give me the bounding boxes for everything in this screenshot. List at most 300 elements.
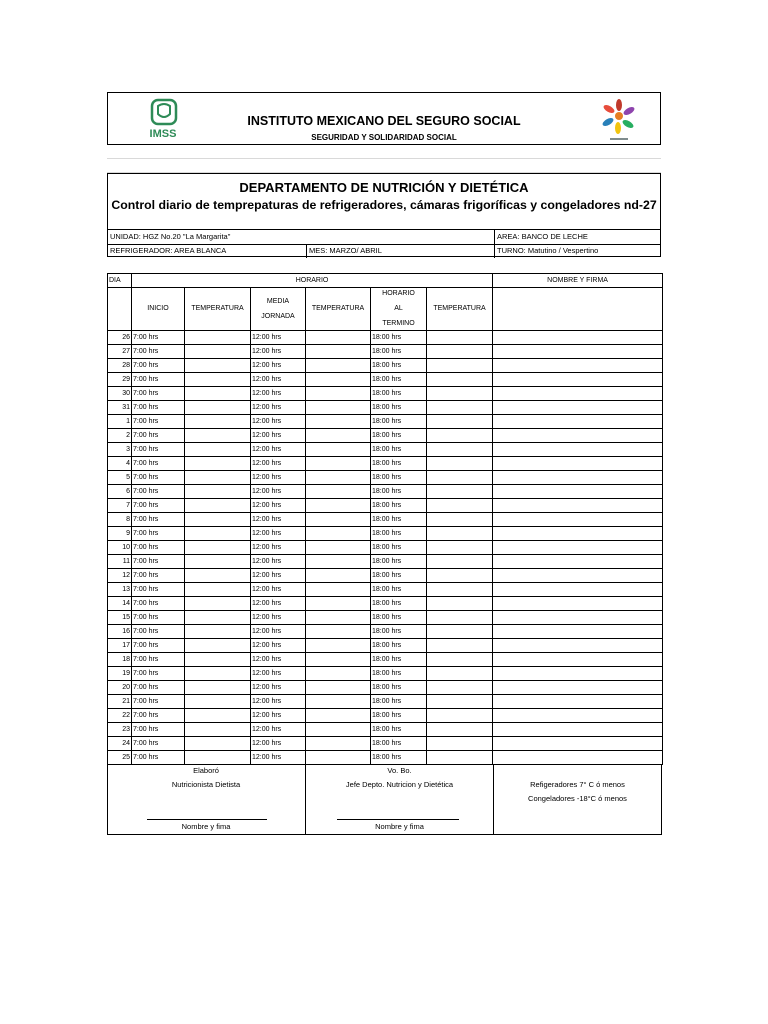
inicio-cell: 7:00 hrs	[132, 541, 185, 555]
temp-inicio-cell[interactable]	[185, 429, 251, 443]
termino-cell: 18:00 hrs	[371, 681, 427, 695]
firma-cell[interactable]	[493, 639, 663, 653]
temp-termino-cell[interactable]	[427, 499, 493, 513]
sign-mid-label: Nombre y fima	[375, 822, 424, 831]
temp-termino-cell[interactable]	[427, 429, 493, 443]
media-cell: 12:00 hrs	[251, 653, 306, 667]
day-cell: 23	[108, 723, 132, 737]
table-row	[108, 611, 663, 625]
temp-termino-cell[interactable]	[427, 569, 493, 583]
media-cell: 12:00 hrs	[251, 737, 306, 751]
temp-inicio-cell[interactable]	[185, 751, 251, 765]
sub-temp1-header: TEMPERATURA	[185, 288, 251, 331]
inicio-cell: 7:00 hrs	[132, 415, 185, 429]
temp-termino-cell[interactable]	[427, 527, 493, 541]
signature-line-mid	[337, 819, 459, 820]
firma-cell[interactable]	[493, 723, 663, 737]
temp-termino-cell[interactable]	[427, 387, 493, 401]
temp-termino-cell[interactable]	[427, 331, 493, 345]
temp-inicio-cell[interactable]	[185, 471, 251, 485]
sub-media-header: MEDIA JORNADA	[251, 288, 306, 331]
media-cell: 12:00 hrs	[251, 639, 306, 653]
day-cell: 3	[108, 443, 132, 457]
temp-termino-cell[interactable]	[427, 751, 493, 765]
inicio-cell: 7:00 hrs	[132, 625, 185, 639]
logo-text: IMSS	[149, 128, 177, 140]
temp-inicio-cell[interactable]	[185, 401, 251, 415]
termino-cell: 18:00 hrs	[371, 387, 427, 401]
sub-temp3-header: TEMPERATURA	[427, 288, 493, 331]
temp-inicio-cell[interactable]	[185, 583, 251, 597]
unidad-field: UNIDAD: HGZ No.20 "La Margarita"	[110, 232, 231, 241]
firma-cell[interactable]	[493, 373, 663, 387]
firma-cell[interactable]	[493, 527, 663, 541]
inicio-cell: 7:00 hrs	[132, 485, 185, 499]
inicio-cell: 7:00 hrs	[132, 513, 185, 527]
temp-termino-cell[interactable]	[427, 513, 493, 527]
termino-cell: 18:00 hrs	[371, 499, 427, 513]
temp-termino-cell[interactable]	[427, 401, 493, 415]
day-cell: 18	[108, 653, 132, 667]
termino-cell: 18:00 hrs	[371, 723, 427, 737]
day-cell: 22	[108, 709, 132, 723]
day-cell: 7	[108, 499, 132, 513]
media-cell: 12:00 hrs	[251, 723, 306, 737]
termino-cell: 18:00 hrs	[371, 527, 427, 541]
temp-media-cell[interactable]	[306, 639, 371, 653]
inicio-cell: 7:00 hrs	[132, 709, 185, 723]
table-row	[108, 639, 663, 653]
temp-media-cell[interactable]	[306, 373, 371, 387]
media-cell: 12:00 hrs	[251, 555, 306, 569]
firma-cell[interactable]	[493, 611, 663, 625]
table-row	[108, 443, 663, 457]
header-block	[107, 92, 661, 145]
sign-left-label: Nombre y fima	[181, 822, 231, 831]
termino-cell: 18:00 hrs	[371, 471, 427, 485]
day-cell: 6	[108, 485, 132, 499]
firma-cell[interactable]	[493, 401, 663, 415]
temp-media-cell[interactable]	[306, 541, 371, 555]
temp-inicio-cell[interactable]	[185, 527, 251, 541]
temp-inicio-cell[interactable]	[185, 359, 251, 373]
temp-media-cell[interactable]	[306, 597, 371, 611]
termino-cell: 18:00 hrs	[371, 345, 427, 359]
note-congeladores: Congeladores -18°C ó menos	[528, 794, 627, 803]
table-row	[108, 471, 663, 485]
day-cell: 4	[108, 457, 132, 471]
termino-cell: 18:00 hrs	[371, 443, 427, 457]
firma-cell[interactable]	[493, 751, 663, 765]
termino-cell: 18:00 hrs	[371, 625, 427, 639]
role-mid: Jefe Depto. Nutricion y Dietética	[345, 780, 454, 789]
termino-cell: 18:00 hrs	[371, 639, 427, 653]
temp-termino-cell[interactable]	[427, 471, 493, 485]
day-cell: 20	[108, 681, 132, 695]
termino-cell: 18:00 hrs	[371, 667, 427, 681]
media-cell: 12:00 hrs	[251, 541, 306, 555]
day-cell: 14	[108, 597, 132, 611]
inicio-cell: 7:00 hrs	[132, 611, 185, 625]
media-cell: 12:00 hrs	[251, 709, 306, 723]
temp-inicio-cell[interactable]	[185, 695, 251, 709]
temp-media-cell[interactable]	[306, 331, 371, 345]
termino-cell: 18:00 hrs	[371, 359, 427, 373]
media-cell: 12:00 hrs	[251, 373, 306, 387]
day-cell: 2	[108, 429, 132, 443]
inicio-cell: 7:00 hrs	[132, 653, 185, 667]
temp-termino-cell[interactable]	[427, 345, 493, 359]
day-cell: 13	[108, 583, 132, 597]
temp-media-cell[interactable]	[306, 723, 371, 737]
media-cell: 12:00 hrs	[251, 625, 306, 639]
temp-inicio-cell[interactable]	[185, 625, 251, 639]
note-refrigeradores: Refigeradores 7° C ó menos	[530, 780, 625, 789]
info-block	[107, 229, 661, 257]
temp-termino-cell[interactable]	[427, 373, 493, 387]
temp-inicio-cell[interactable]	[185, 681, 251, 695]
termino-cell: 18:00 hrs	[371, 583, 427, 597]
temp-termino-cell[interactable]	[427, 681, 493, 695]
table-row	[108, 345, 663, 359]
temp-media-cell[interactable]	[306, 345, 371, 359]
termino-cell: 18:00 hrs	[371, 597, 427, 611]
temp-termino-cell[interactable]	[427, 737, 493, 751]
firma-cell[interactable]	[493, 415, 663, 429]
inicio-cell: 7:00 hrs	[132, 681, 185, 695]
department-block	[107, 173, 661, 229]
termino-cell: 18:00 hrs	[371, 555, 427, 569]
termino-cell: 18:00 hrs	[371, 611, 427, 625]
table-row	[108, 723, 663, 737]
temp-media-cell[interactable]	[306, 359, 371, 373]
inicio-cell: 7:00 hrs	[132, 429, 185, 443]
temp-termino-cell[interactable]	[427, 485, 493, 499]
inicio-cell: 7:00 hrs	[132, 639, 185, 653]
form-sheet	[107, 92, 661, 835]
temp-termino-cell[interactable]	[427, 709, 493, 723]
table-row	[108, 625, 663, 639]
inicio-cell: 7:00 hrs	[132, 387, 185, 401]
table-row	[108, 429, 663, 443]
table-row	[108, 387, 663, 401]
termino-cell: 18:00 hrs	[371, 401, 427, 415]
temp-inicio-cell[interactable]	[185, 555, 251, 569]
media-cell: 12:00 hrs	[251, 513, 306, 527]
temp-inicio-cell[interactable]	[185, 513, 251, 527]
firma-cell[interactable]	[493, 583, 663, 597]
refrigerador-field: REFRIGERADOR: AREA BLANCA	[110, 246, 227, 255]
inicio-cell: 7:00 hrs	[132, 345, 185, 359]
media-cell: 12:00 hrs	[251, 331, 306, 345]
col-horario-header: HORARIO	[132, 274, 493, 288]
day-cell: 27	[108, 345, 132, 359]
temp-inicio-cell[interactable]	[185, 485, 251, 499]
media-cell: 12:00 hrs	[251, 485, 306, 499]
department-title: DEPARTAMENTO DE NUTRICIÓN Y DIETÉTICA	[239, 180, 529, 195]
firma-cell[interactable]	[493, 387, 663, 401]
firma-cell[interactable]	[493, 681, 663, 695]
media-cell: 12:00 hrs	[251, 667, 306, 681]
termino-cell: 18:00 hrs	[371, 541, 427, 555]
temperature-log-table	[107, 273, 663, 765]
media-cell: 12:00 hrs	[251, 681, 306, 695]
table-row	[108, 583, 663, 597]
table-row	[108, 681, 663, 695]
firma-cell[interactable]	[493, 471, 663, 485]
firma-cell[interactable]	[493, 541, 663, 555]
temp-termino-cell[interactable]	[427, 415, 493, 429]
temp-termino-cell[interactable]	[427, 667, 493, 681]
sub-inicio-header: INICIO	[132, 288, 185, 331]
inicio-cell: 7:00 hrs	[132, 695, 185, 709]
temp-media-cell[interactable]	[306, 681, 371, 695]
inicio-cell: 7:00 hrs	[132, 331, 185, 345]
temp-termino-cell[interactable]	[427, 695, 493, 709]
firma-cell[interactable]	[493, 443, 663, 457]
temp-media-cell[interactable]	[306, 527, 371, 541]
day-cell: 30	[108, 387, 132, 401]
firma-cell[interactable]	[493, 345, 663, 359]
firma-cell[interactable]	[493, 499, 663, 513]
table-row	[108, 373, 663, 387]
temp-media-cell[interactable]	[306, 429, 371, 443]
department-subtitle: Control diario de temprераturas de refrigeradores, cámaras frigoríficas y congeladores nd-27	[111, 198, 657, 212]
flower-emblem-icon	[596, 96, 642, 144]
inicio-cell: 7:00 hrs	[132, 583, 185, 597]
firma-cell[interactable]	[493, 737, 663, 751]
inicio-cell: 7:00 hrs	[132, 737, 185, 751]
media-cell: 12:00 hrs	[251, 499, 306, 513]
temp-inicio-cell[interactable]	[185, 331, 251, 345]
table-row	[108, 555, 663, 569]
temp-termino-cell[interactable]	[427, 611, 493, 625]
temp-termino-cell[interactable]	[427, 625, 493, 639]
firma-cell[interactable]	[493, 485, 663, 499]
table-row	[108, 667, 663, 681]
table-row	[108, 457, 663, 471]
table-row	[108, 541, 663, 555]
termino-cell: 18:00 hrs	[371, 653, 427, 667]
temp-termino-cell[interactable]	[427, 359, 493, 373]
firma-cell[interactable]	[493, 457, 663, 471]
firma-cell[interactable]	[493, 513, 663, 527]
firma-cell[interactable]	[493, 597, 663, 611]
temp-media-cell[interactable]	[306, 611, 371, 625]
day-cell: 31	[108, 401, 132, 415]
temp-media-cell[interactable]	[306, 499, 371, 513]
firma-cell[interactable]	[493, 695, 663, 709]
media-cell: 12:00 hrs	[251, 611, 306, 625]
temp-inicio-cell[interactable]	[185, 499, 251, 513]
firma-cell[interactable]	[493, 709, 663, 723]
media-cell: 12:00 hrs	[251, 457, 306, 471]
termino-cell: 18:00 hrs	[371, 695, 427, 709]
inicio-cell: 7:00 hrs	[132, 443, 185, 457]
firma-cell[interactable]	[493, 569, 663, 583]
temp-inicio-cell[interactable]	[185, 457, 251, 471]
table-row	[108, 359, 663, 373]
day-cell: 28	[108, 359, 132, 373]
termino-cell: 18:00 hrs	[371, 457, 427, 471]
temp-media-cell[interactable]	[306, 751, 371, 765]
media-cell: 12:00 hrs	[251, 443, 306, 457]
temp-media-cell[interactable]	[306, 625, 371, 639]
inicio-cell: 7:00 hrs	[132, 401, 185, 415]
temp-inicio-cell[interactable]	[185, 639, 251, 653]
temp-inicio-cell[interactable]	[185, 443, 251, 457]
temp-termino-cell[interactable]	[427, 597, 493, 611]
col-nombre-header: NOMBRE Y FIRMA	[493, 274, 663, 288]
day-cell: 5	[108, 471, 132, 485]
temp-media-cell[interactable]	[306, 653, 371, 667]
day-cell: 15	[108, 611, 132, 625]
media-cell: 12:00 hrs	[251, 415, 306, 429]
firma-cell[interactable]	[493, 359, 663, 373]
temp-media-cell[interactable]	[306, 457, 371, 471]
temp-media-cell[interactable]	[306, 471, 371, 485]
media-cell: 12:00 hrs	[251, 751, 306, 765]
temp-media-cell[interactable]	[306, 583, 371, 597]
firma-cell[interactable]	[493, 653, 663, 667]
turno-field: TURNO: Matutino / Vespertino	[497, 246, 599, 255]
table-row	[108, 485, 663, 499]
inicio-cell: 7:00 hrs	[132, 751, 185, 765]
temp-termino-cell[interactable]	[427, 583, 493, 597]
media-cell: 12:00 hrs	[251, 387, 306, 401]
firma-cell[interactable]	[493, 429, 663, 443]
day-cell: 26	[108, 331, 132, 345]
day-cell: 8	[108, 513, 132, 527]
temp-termino-cell[interactable]	[427, 443, 493, 457]
temp-inicio-cell[interactable]	[185, 653, 251, 667]
temp-termino-cell[interactable]	[427, 653, 493, 667]
col-dia-header: DIA	[108, 274, 132, 288]
media-cell: 12:00 hrs	[251, 527, 306, 541]
inicio-cell: 7:00 hrs	[132, 457, 185, 471]
table-row	[108, 653, 663, 667]
media-cell: 12:00 hrs	[251, 695, 306, 709]
temp-media-cell[interactable]	[306, 667, 371, 681]
temp-media-cell[interactable]	[306, 485, 371, 499]
firma-cell[interactable]	[493, 625, 663, 639]
inicio-cell: 7:00 hrs	[132, 499, 185, 513]
institution-motto: SEGURIDAD Y SOLIDARIDAD SOCIAL	[311, 133, 457, 142]
temp-inicio-cell[interactable]	[185, 737, 251, 751]
termino-cell: 18:00 hrs	[371, 331, 427, 345]
media-cell: 12:00 hrs	[251, 597, 306, 611]
signature-line-left	[147, 819, 267, 820]
temp-termino-cell[interactable]	[427, 555, 493, 569]
temp-termino-cell[interactable]	[427, 457, 493, 471]
table-row	[108, 527, 663, 541]
termino-cell: 18:00 hrs	[371, 737, 427, 751]
day-cell: 25	[108, 751, 132, 765]
temp-media-cell[interactable]	[306, 737, 371, 751]
temp-inicio-cell[interactable]	[185, 569, 251, 583]
media-cell: 12:00 hrs	[251, 359, 306, 373]
termino-cell: 18:00 hrs	[371, 751, 427, 765]
termino-cell: 18:00 hrs	[371, 373, 427, 387]
firma-cell[interactable]	[493, 555, 663, 569]
temp-media-cell[interactable]	[306, 513, 371, 527]
day-cell: 24	[108, 737, 132, 751]
inicio-cell: 7:00 hrs	[132, 569, 185, 583]
day-cell: 11	[108, 555, 132, 569]
inicio-cell: 7:00 hrs	[132, 723, 185, 737]
temp-inicio-cell[interactable]	[185, 345, 251, 359]
day-cell: 29	[108, 373, 132, 387]
temp-termino-cell[interactable]	[427, 639, 493, 653]
firma-cell[interactable]	[493, 331, 663, 345]
inicio-cell: 7:00 hrs	[132, 597, 185, 611]
temp-inicio-cell[interactable]	[185, 541, 251, 555]
temp-inicio-cell[interactable]	[185, 723, 251, 737]
table-row	[108, 331, 663, 345]
temp-inicio-cell[interactable]	[185, 597, 251, 611]
temp-inicio-cell[interactable]	[185, 387, 251, 401]
institution-title: INSTITUTO MEXICANO DEL SEGURO SOCIAL	[247, 114, 521, 128]
termino-cell: 18:00 hrs	[371, 485, 427, 499]
temp-media-cell[interactable]	[306, 569, 371, 583]
inicio-cell: 7:00 hrs	[132, 471, 185, 485]
temp-inicio-cell[interactable]	[185, 667, 251, 681]
day-cell: 12	[108, 569, 132, 583]
elaboro-label: Elaboró	[193, 766, 219, 775]
temp-media-cell[interactable]	[306, 443, 371, 457]
temp-inicio-cell[interactable]	[185, 373, 251, 387]
temp-termino-cell[interactable]	[427, 723, 493, 737]
media-cell: 12:00 hrs	[251, 345, 306, 359]
table-row	[108, 695, 663, 709]
temp-media-cell[interactable]	[306, 695, 371, 709]
day-cell: 9	[108, 527, 132, 541]
temp-media-cell[interactable]	[306, 387, 371, 401]
temp-media-cell[interactable]	[306, 415, 371, 429]
table-row	[108, 709, 663, 723]
inicio-cell: 7:00 hrs	[132, 667, 185, 681]
sub-temp2-header: TEMPERATURA	[306, 288, 371, 331]
table-row	[108, 499, 663, 513]
termino-cell: 18:00 hrs	[371, 415, 427, 429]
inicio-cell: 7:00 hrs	[132, 527, 185, 541]
inicio-cell: 7:00 hrs	[132, 555, 185, 569]
table-row	[108, 569, 663, 583]
temp-termino-cell[interactable]	[427, 541, 493, 555]
table-row	[108, 415, 663, 429]
media-cell: 12:00 hrs	[251, 569, 306, 583]
signature-footer	[107, 765, 661, 835]
inicio-cell: 7:00 hrs	[132, 359, 185, 373]
table-row	[108, 737, 663, 751]
temp-media-cell[interactable]	[306, 555, 371, 569]
day-cell: 10	[108, 541, 132, 555]
temp-media-cell[interactable]	[306, 401, 371, 415]
inicio-cell: 7:00 hrs	[132, 373, 185, 387]
media-cell: 12:00 hrs	[251, 583, 306, 597]
temp-inicio-cell[interactable]	[185, 709, 251, 723]
temp-inicio-cell[interactable]	[185, 611, 251, 625]
spacer-row	[107, 145, 661, 173]
termino-cell: 18:00 hrs	[371, 709, 427, 723]
role-left: Nutricionista Dietista	[171, 780, 241, 789]
firma-cell[interactable]	[493, 667, 663, 681]
day-cell: 17	[108, 639, 132, 653]
area-field: AREA: BANCO DE LECHE	[497, 232, 588, 241]
termino-cell: 18:00 hrs	[371, 569, 427, 583]
temp-media-cell[interactable]	[306, 709, 371, 723]
temp-inicio-cell[interactable]	[185, 415, 251, 429]
